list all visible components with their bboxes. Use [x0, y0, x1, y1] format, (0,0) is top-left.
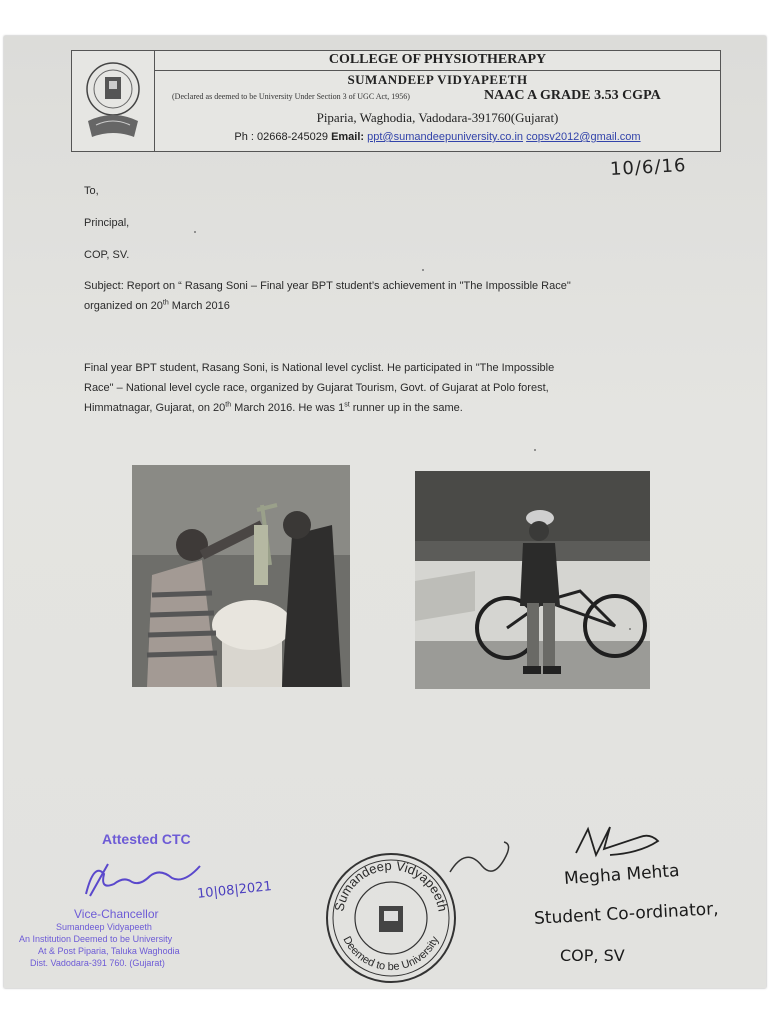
cyclist-photo-image	[415, 471, 650, 689]
svg-text:Sumandeep Vidyapeeth	[331, 858, 450, 913]
attestation-date: 10|08|2021	[196, 879, 273, 902]
photo-award-ceremony	[132, 465, 350, 687]
scanned-page	[4, 36, 766, 988]
scan-speck	[629, 628, 631, 630]
university-logo	[72, 51, 155, 151]
handwritten-date: 10/6/16	[609, 155, 687, 180]
scan-speck	[422, 269, 424, 271]
vc-signature-icon	[80, 854, 210, 902]
principal-initials-icon	[446, 836, 516, 886]
coordinator-signature-icon	[570, 819, 670, 867]
naac-grade: NAAC A GRADE 3.53 CGPA	[484, 88, 661, 103]
address: Piparia, Waghodia, Vadodara-391760(Gujarat)	[316, 110, 559, 125]
university-name: SUMANDEEP VIDYAPEETH	[347, 72, 528, 87]
body-paragraph	[84, 358, 684, 418]
scan-speck	[534, 449, 536, 451]
vc-institution-note: An Institution Deemed to be University	[19, 934, 173, 944]
vc-role: Vice-Chancellor	[74, 907, 159, 921]
phone-label: Ph :	[234, 131, 254, 143]
coordinator-org: COP, SV	[560, 946, 625, 965]
seal-top-text: Sumandeep Vidyapeeth	[331, 857, 451, 913]
declared-note: (Declared as deemed to be University Under Section 3 of UGC Act, 1956)	[172, 92, 410, 101]
vc-institution: Sumandeep Vidyapeeth	[56, 922, 152, 932]
body-line-1: Final year BPT student, Rasang Soni, is National level cyclist. He participated in "The Impossible	[84, 362, 555, 374]
scan-speck	[194, 231, 196, 233]
college-name: COLLEGE OF PHYSIOTHERAPY	[328, 52, 547, 67]
salutation: To,	[84, 185, 99, 197]
coordinator-name: Megha Mehta	[563, 860, 681, 890]
subject-line-1: Subject: Report on “ Rasang Soni – Final year BPT student’s achievement in "The Impossible Race"	[84, 280, 571, 292]
email-link-1[interactable]: ppt@sumandeepuniversity.co.in	[367, 131, 524, 143]
university-seal	[321, 848, 461, 988]
letterhead	[71, 50, 721, 152]
contact-line	[155, 131, 720, 143]
phone-number: 02668-245029	[257, 131, 328, 143]
attested-ctc-label: Attested CTC	[102, 831, 191, 847]
award-photo-image	[132, 465, 350, 687]
vc-address-2: Dist. Vadodara-391 760. (Gujarat)	[30, 958, 165, 968]
subject-line-2: organized on 20th March 2016	[84, 299, 230, 312]
body-line-2: Race" – National level cycle race, organized by Gujarat Tourism, Govt. of Gujarat at Polo forest,	[84, 382, 549, 394]
divider	[155, 70, 720, 71]
vc-address-1: At & Post Piparia, Taluka Waghodia	[38, 946, 180, 956]
email-link-2[interactable]: copsv2012@gmail.com	[526, 131, 641, 143]
email-label: Email:	[331, 131, 365, 143]
photo-cyclist	[415, 471, 650, 689]
recipient-org: COP, SV.	[84, 249, 130, 261]
coordinator-role: Student Co-ordinator,	[533, 899, 720, 929]
subject	[84, 276, 684, 316]
recipient: Principal,	[84, 217, 130, 229]
seal-bottom-text: Deemed to be University	[340, 934, 442, 974]
body-line-3: Himmatnagar, Gujarat, on 20th March 2016. He was 1st runner up in the same.	[84, 401, 463, 414]
crest-icon	[78, 59, 148, 143]
